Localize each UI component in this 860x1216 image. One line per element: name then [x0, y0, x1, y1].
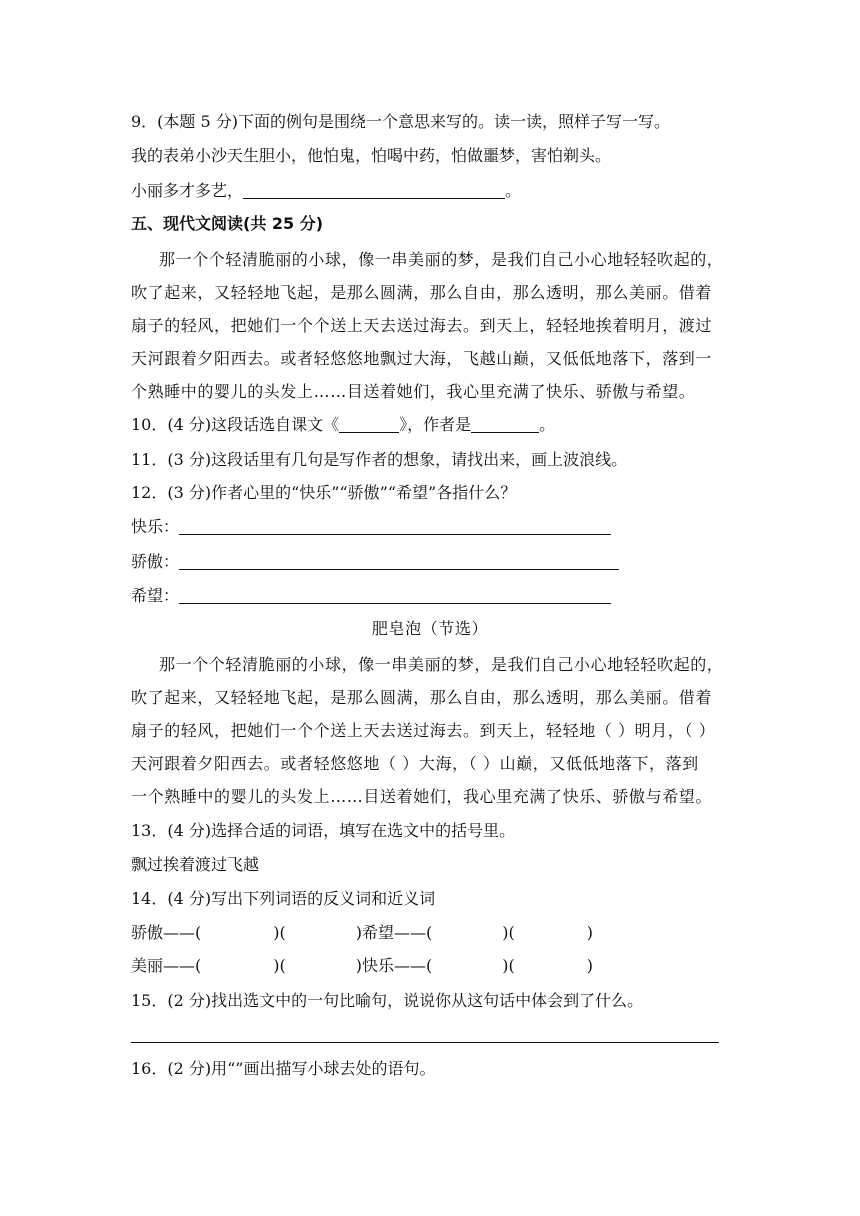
q14-paren: )	[586, 923, 593, 942]
passage2-line: 天河跟着夕阳西去。或者轻悠悠地（ ）大海，（ ）山巅，又低低地落下，落到	[131, 754, 699, 773]
q10-part1: 10．(4 分)这段话选自课文《	[131, 415, 340, 434]
q9-task	[131, 180, 521, 204]
passage2-line: 一个熟睡中的婴儿的头发上……目送着她们，我心里充满了快乐、骄傲与希望。	[131, 787, 713, 806]
passage1-line: 扇子的轻风，把她们一个个送上天去送过海去。到天上，轻轻地挨着明月，渡过	[131, 316, 713, 335]
q14-paren: )(	[273, 956, 286, 975]
passage1-line: 那一个个轻清脆丽的小球，像一串美丽的梦，是我们自己小心地轻轻吹起的，	[159, 250, 724, 269]
q9-answer-blank[interactable]	[243, 182, 505, 199]
q14-paren: )(	[502, 956, 515, 975]
q9-prompt: 9．(本题 5 分)下面的例句是围绕一个意思来写的。读一读，照样子写一写。	[131, 112, 671, 131]
q14-paren: )(	[273, 923, 286, 942]
passage1-line: 天河跟着夕阳西去。或者轻悠悠地飘过大海，飞越山巅，又低低地落下，落到一	[131, 349, 713, 368]
q12-label: 快乐：	[131, 517, 180, 536]
q14-word: 骄傲——(	[131, 923, 202, 942]
q14-prompt: 14．(4 分)写出下列词语的反义词和近义词	[131, 889, 436, 908]
q9-task-suffix: 。	[505, 181, 522, 200]
q14-paren: )(	[502, 923, 515, 942]
q13-prompt: 13．(4 分)选择合适的词语，填写在选文中的括号里。	[131, 821, 516, 840]
q10-title-blank[interactable]	[339, 416, 399, 433]
q14-row1	[131, 922, 593, 946]
q14-word: )希望——(	[355, 923, 433, 942]
q10-author-blank[interactable]	[471, 416, 539, 433]
q14-row2	[131, 955, 593, 979]
q9-example: 我的表弟小沙天生胆小，他怕鬼，怕喝中药，怕做噩梦，害怕剃头。	[131, 146, 612, 165]
q16-prompt: 16．(2 分)用“”画出描写小球去处的语句。	[131, 1059, 436, 1078]
q15-answer-line[interactable]	[131, 1042, 719, 1043]
passage2-line: 扇子的轻风，把她们一个个送上天去送过海去。到天上，轻轻地（ ）明月，（ ）	[131, 721, 716, 740]
q9-task-prefix: 小丽多才多艺，	[131, 181, 244, 200]
q12-answer-blank[interactable]	[179, 518, 611, 535]
passage2-line: 吹了起来，又轻轻地飞起，是那么圆满，那么自由，那么透明，那么美丽。借着	[131, 688, 713, 707]
q15-prompt: 15．(2 分)找出选文中的一句比喻句，说说你从这句话中体会到了什么。	[131, 991, 644, 1010]
q14-word: )快乐——(	[355, 956, 433, 975]
q12-prompt: 12．(3 分)作者心里的“快乐”“骄傲”“希望”各指什么？	[131, 483, 517, 502]
q12-answer-blank[interactable]	[179, 587, 611, 604]
passage2-line: 那一个个轻清脆丽的小球，像一串美丽的梦，是我们自己小心地轻轻吹起的，	[159, 655, 724, 674]
q10	[131, 414, 555, 438]
q12-answer-blank[interactable]	[179, 553, 619, 570]
q10-part3: 。	[539, 415, 556, 434]
q12-label: 骄傲：	[131, 552, 180, 571]
q11: 11．(3 分)这段话里有几句是写作者的想象，请找出来，画上波浪线。	[131, 450, 628, 469]
passage1-line: 吹了起来，又轻轻地飞起，是那么圆满，那么自由，那么透明，那么美丽。借着	[131, 283, 713, 302]
section5-heading: 五、现代文阅读(共 25 分)	[131, 214, 324, 233]
passage2-title: 肥皂泡（节选）	[371, 619, 489, 638]
q13-words: 飘过挨着渡过飞越	[131, 855, 260, 874]
q10-part2: 》，作者是	[399, 415, 472, 434]
q14-word: 美丽——(	[131, 956, 202, 975]
q14-paren: )	[586, 956, 593, 975]
q12-row-hope	[131, 585, 611, 609]
q12-label: 希望：	[131, 586, 180, 605]
q12-row-proud	[131, 551, 619, 575]
q12-row-happy	[131, 516, 611, 540]
passage1-line: 个熟睡中的婴儿的头发上……目送着她们，我心里充满了快乐、骄傲与希望。	[131, 382, 696, 401]
